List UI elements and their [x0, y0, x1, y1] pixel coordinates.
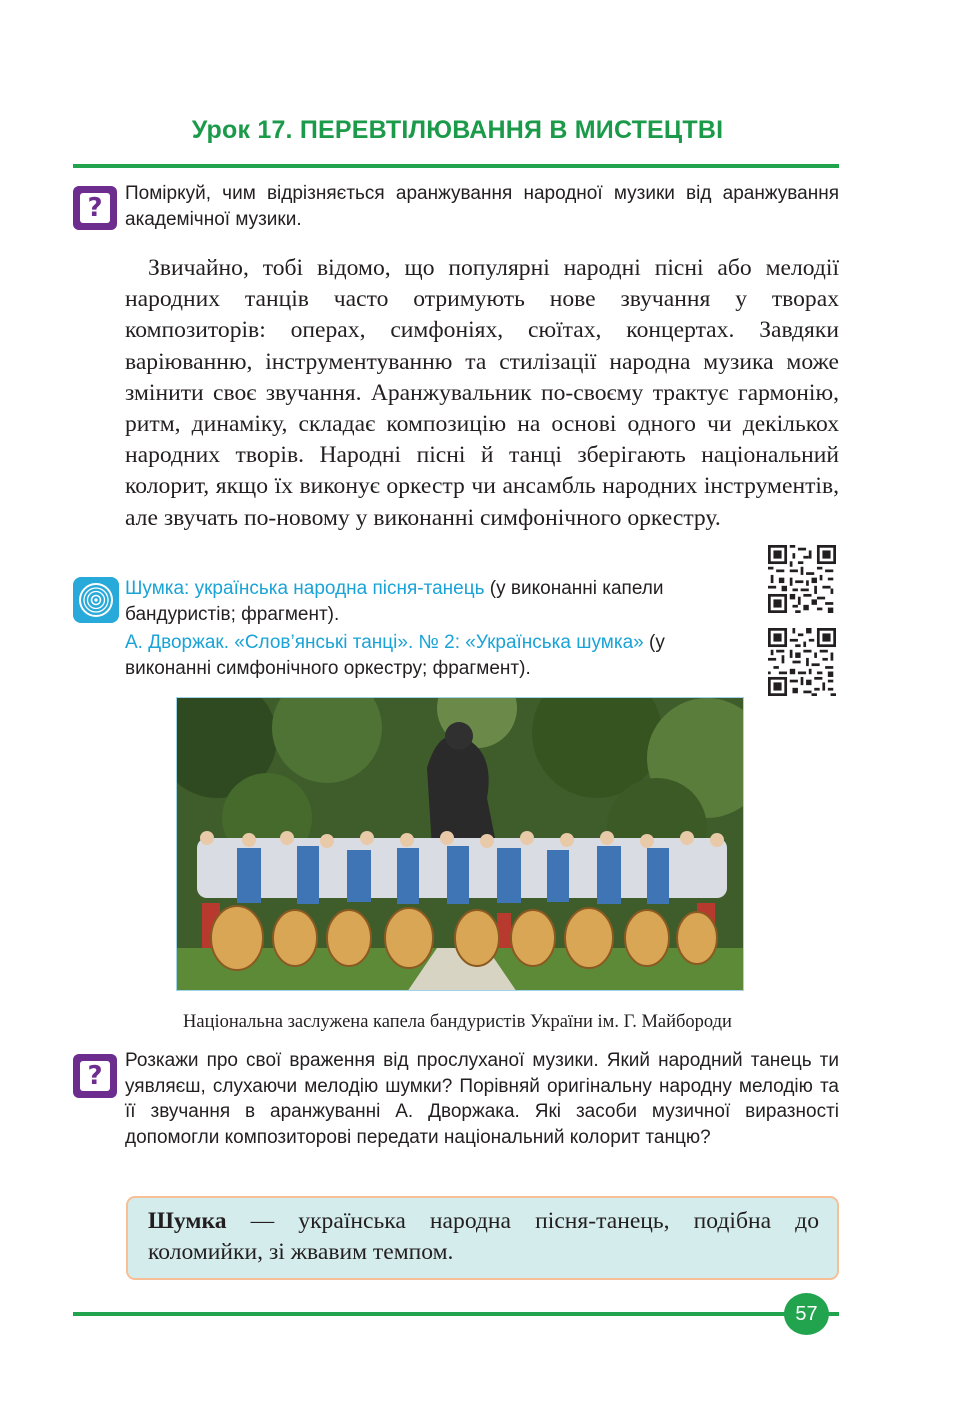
listening-item-1-title[interactable]: Шумка: українська народна пісня-танець [125, 578, 485, 599]
listening-item-2-title[interactable]: А. Дворжак. «Слов’янські танці». № 2: «Українська шумка» [125, 632, 644, 653]
music-disc-icon[interactable] [73, 577, 119, 623]
footer-divider [73, 1312, 839, 1316]
listening-item-2[interactable] [125, 630, 755, 681]
definition-term: Шумка [148, 1208, 227, 1234]
title-divider [73, 164, 839, 168]
page-number: 57 [784, 1293, 829, 1335]
qr-code-2-icon[interactable] [768, 628, 836, 696]
photo-caption: Національна заслужена капела бандуристів України ім. Г. Майбороди [183, 1012, 732, 1032]
question-icon: ? [73, 1054, 117, 1098]
choir-photo [176, 697, 744, 991]
listening-item-2-note: (у виконанні симфонічного оркестру; фрагмент). [125, 632, 665, 679]
definition-box [126, 1196, 839, 1280]
question-1-text: Поміркуй, чим відрізняється аранжування народної музики від аранжування академічної музики. [125, 183, 839, 230]
lesson-title: Урок 17. ПЕРЕВТІЛЮВАННЯ В МИСТЕЦТВІ [191, 116, 724, 144]
listening-item-1[interactable] [125, 576, 745, 627]
body-paragraph: Звичайно, тобі відомо, що популярні народні пісні або мелодії народних танців часто отримують нове звучання у творах композиторів: операх, симфоніях, сюїтах, концертах. Завдяки варіюванню, інструментуванню та стилізації народна музика може змінити своє звучання. Аранжувальник по-своєму трактує гармонію, ритм, динаміку, складає композицію на основі одного чи декількох народних творів. Народні пісні й танці зберігають національний колорит, якщо їх виконує оркестр чи ансамбль народних інструментів, але звучать по-новому у виконанні симфонічного оркестру. [125, 255, 839, 531]
question-icon: ? [73, 186, 117, 230]
definition-text: — українська народна пісня-танець, подібна до коломийки, зі жвавим темпом. [148, 1208, 819, 1265]
qr-code-1-icon[interactable] [768, 545, 836, 613]
listening-item-1-note: (у виконанні капели бандуристів; фрагмент). [125, 578, 664, 625]
question-2-text: Розкажи про свої враження від прослуханої музики. Який народний танець ти уявляєш, слухаючи мелодію шумки? Порівняй оригінальну народну мелодію та її звучання в аранжуванні А. Дворжака. Які засоби музичної виразності допомогли композиторові передати національний колорит танцю? [125, 1050, 839, 1148]
